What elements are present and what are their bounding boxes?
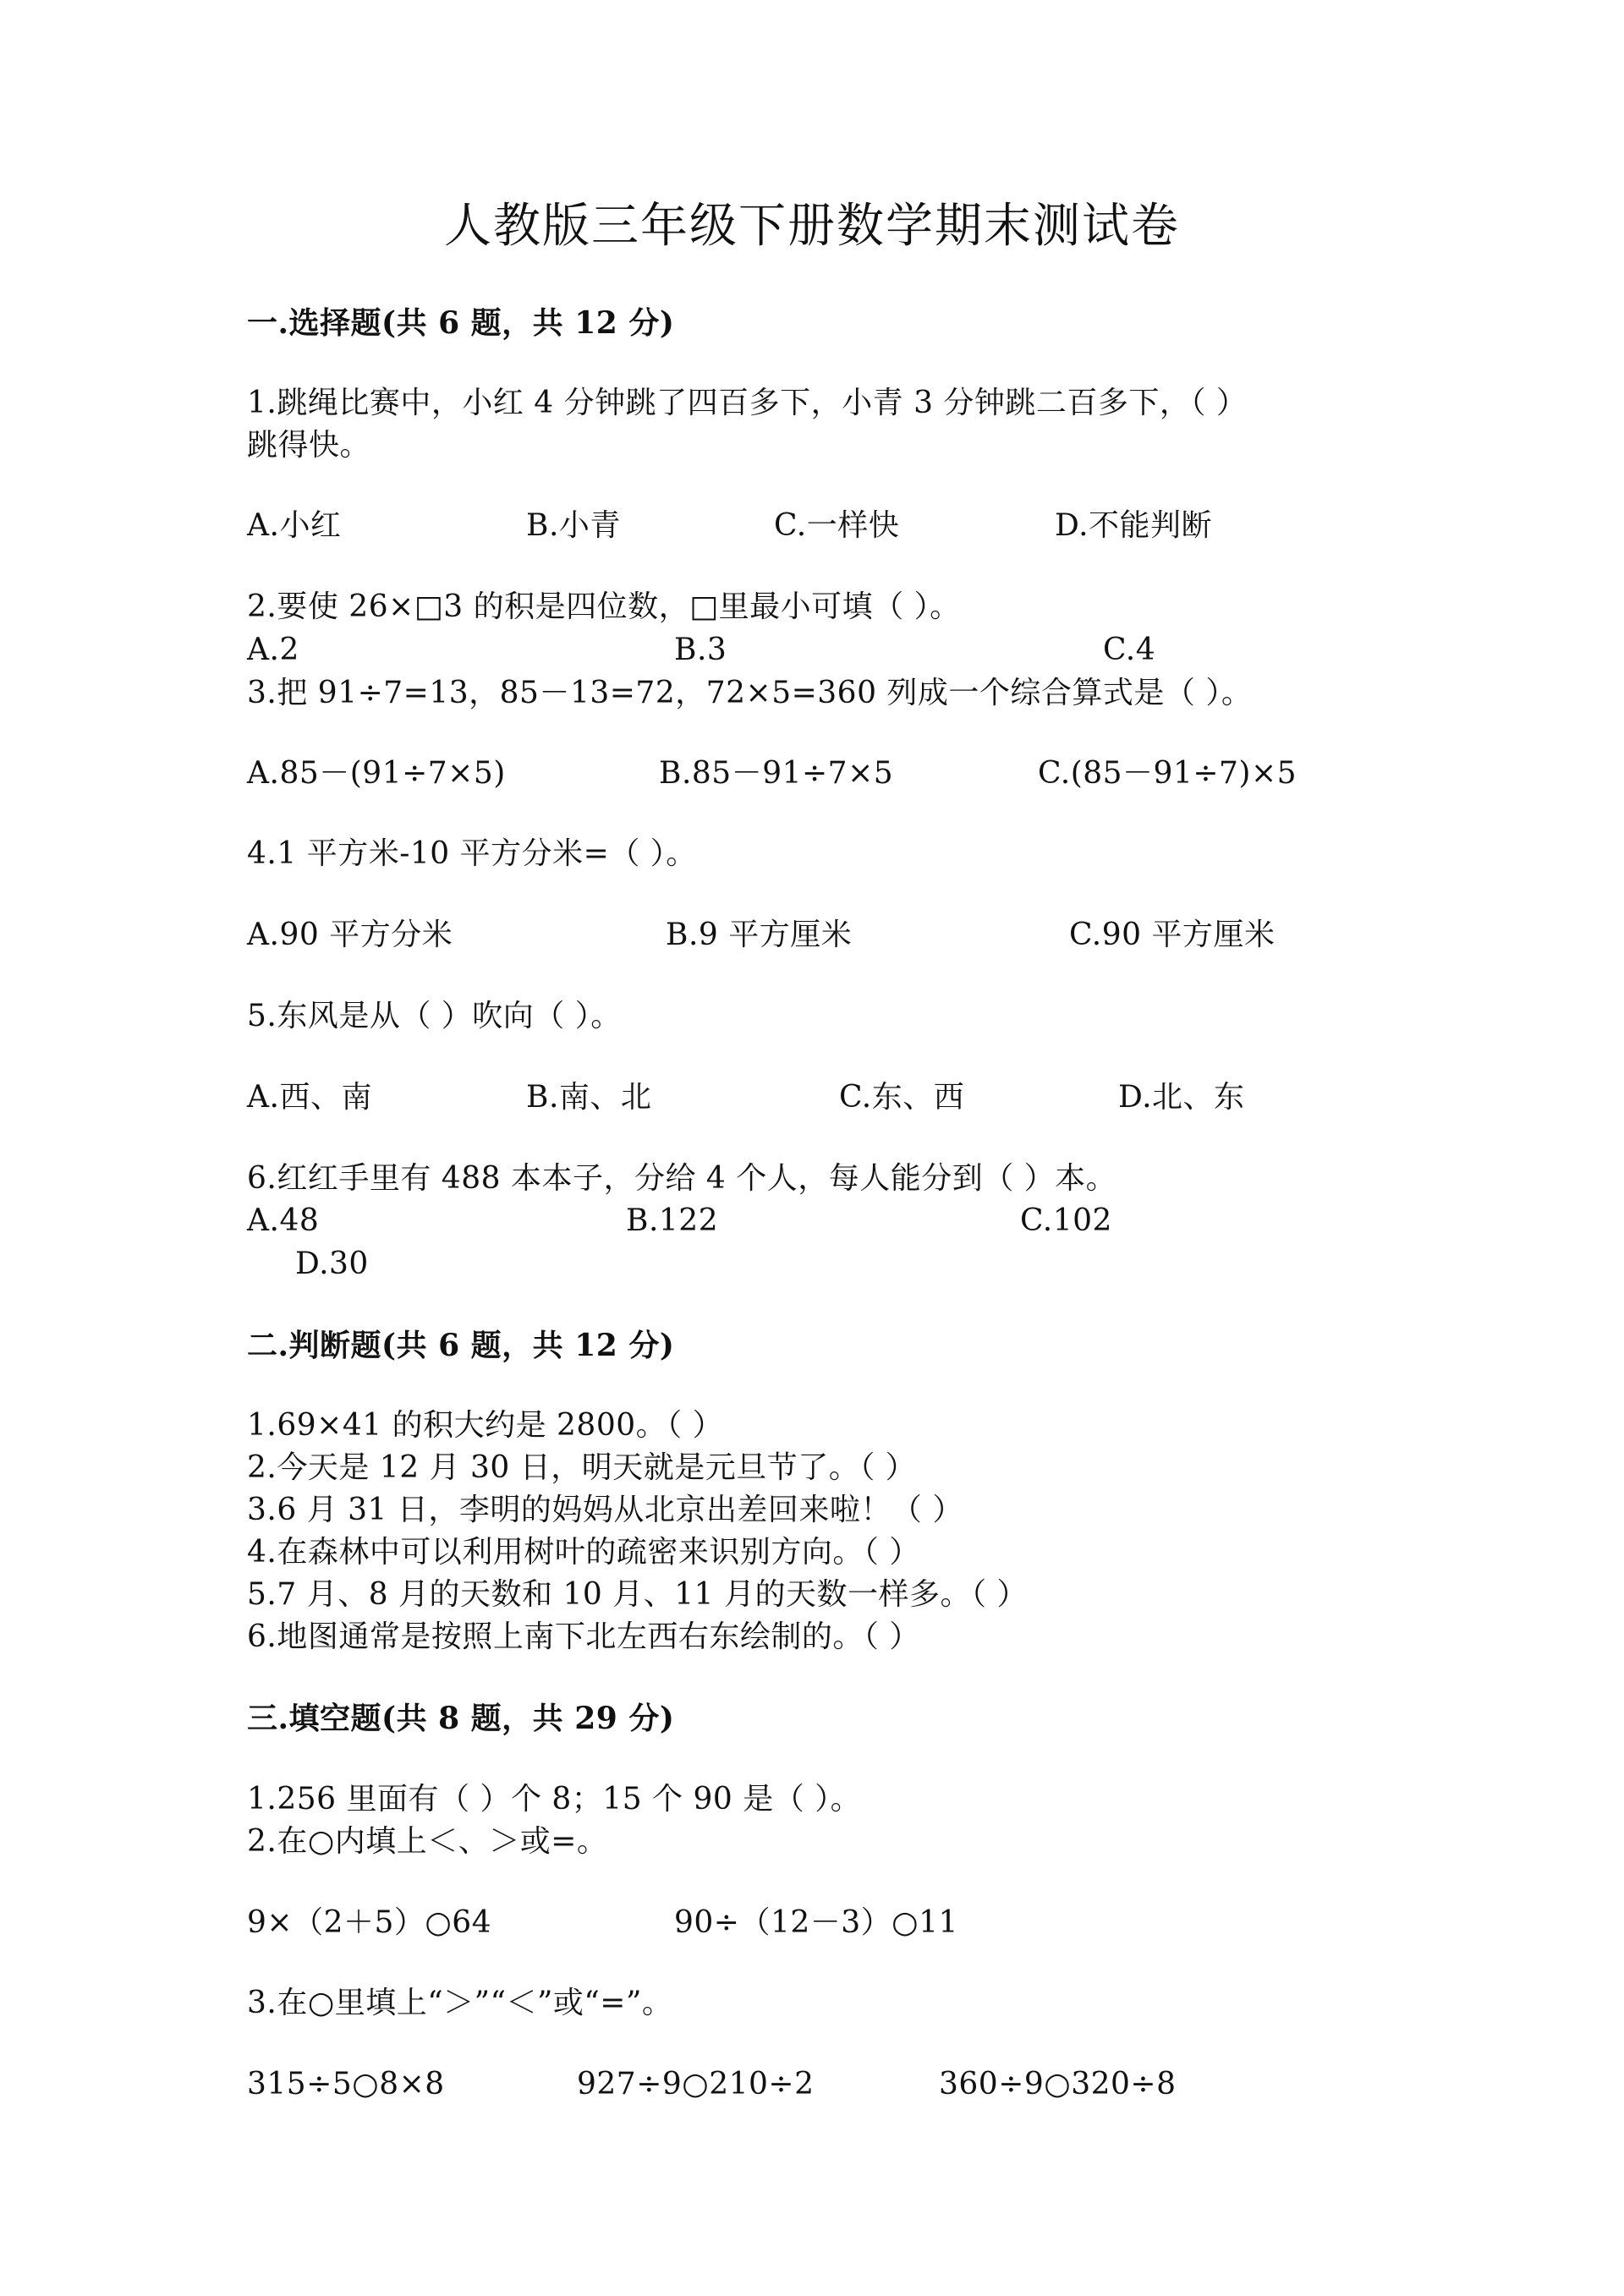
fill-item-3: 3.在○里填上“＞”“＜”或“=”。 — [247, 1986, 673, 2020]
question-2-stem: 2.要使 26×□3 的积是四位数，□里最小可填（ ）。 — [247, 589, 961, 624]
question-3-option-a: A.85－(91÷7×5) — [247, 756, 506, 791]
judge-item-6: 6.地图通常是按照上南下北左西右东绘制的。（ ） — [247, 1619, 920, 1654]
fill-item-2-expr-a: 9×（2＋5）○64 — [247, 1905, 492, 1940]
question-5-option-d: D.北、东 — [1118, 1080, 1245, 1115]
fill-item-1: 1.256 里面有（ ）个 8；15 个 90 是（ ）。 — [247, 1782, 862, 1817]
question-1-option-b: B.小青 — [526, 508, 621, 543]
question-2-option-c: C.4 — [1103, 633, 1156, 667]
question-1-stem: 1.跳绳比赛中，小红 4 分钟跳了四百多下，小青 3 分钟跳二百多下，（ ） — [247, 386, 1248, 420]
judge-item-1: 1.69×41 的积大约是 2800。（ ） — [247, 1408, 724, 1443]
page-title: 人教版三年级下册数学期末测试卷 — [444, 199, 1180, 254]
judge-item-3: 3.6 月 31 日，李明的妈妈从北京出差回来啦！（ ） — [247, 1493, 963, 1527]
fill-item-2-expr-b: 90÷（12－3）○11 — [674, 1905, 958, 1940]
question-1-option-a: A.小红 — [247, 508, 342, 543]
question-3-option-c: C.(85－91÷7)×5 — [1038, 756, 1298, 791]
question-1-stem-cont: 跳得快。 — [247, 428, 371, 463]
section-heading-judge: 二.判断题(共 6 题，共 12 分) — [247, 1328, 675, 1363]
question-1-option-c: C.一样快 — [774, 508, 900, 543]
question-5-stem: 5.东风是从（ ）吹向（ ）。 — [247, 999, 622, 1033]
question-3-stem: 3.把 91÷7=13，85－13=72，72×5=360 列成一个综合算式是（ ）。 — [247, 676, 1253, 710]
question-2-option-b: B.3 — [674, 633, 727, 667]
question-4-stem: 4.1 平方米-10 平方分米=（ ）。 — [247, 836, 697, 871]
question-4-option-a: A.90 平方分米 — [247, 918, 453, 952]
section-heading-fill: 三.填空题(共 8 题，共 29 分) — [247, 1701, 675, 1736]
section-heading-choice: 一.选择题(共 6 题，共 12 分) — [247, 305, 675, 341]
question-1-option-d: D.不能判断 — [1055, 508, 1213, 543]
judge-item-2: 2.今天是 12 月 30 日，明天就是元旦节了。（ ） — [247, 1450, 917, 1485]
question-6-option-a: A.48 — [247, 1203, 320, 1238]
judge-item-4: 4.在森林中可以利用树叶的疏密来识别方向。（ ） — [247, 1535, 920, 1570]
question-6-option-d: D.30 — [295, 1247, 369, 1281]
fill-item-2: 2.在○内填上＜、＞或=。 — [247, 1824, 608, 1859]
question-4-option-c: C.90 平方厘米 — [1069, 918, 1276, 952]
question-6-option-c: C.102 — [1020, 1203, 1112, 1238]
question-3-option-b: B.85－91÷7×5 — [659, 756, 894, 791]
question-6-stem: 6.红红手里有 488 本本子，分给 4 个人，每人能分到（ ）本。 — [247, 1161, 1117, 1196]
question-5-option-a: A.西、南 — [247, 1080, 372, 1115]
fill-item-3-expr-c: 360÷9○320÷8 — [939, 2067, 1177, 2101]
question-5-option-b: B.南、北 — [526, 1080, 652, 1115]
question-5-option-c: C.东、西 — [839, 1080, 965, 1115]
judge-item-5: 5.7 月、8 月的天数和 10 月、11 月的天数一样多。（ ） — [247, 1577, 1028, 1612]
question-2-option-a: A.2 — [247, 633, 299, 667]
fill-item-3-expr-b: 927÷9○210÷2 — [577, 2067, 815, 2101]
fill-item-3-expr-a: 315÷5○8×8 — [247, 2067, 445, 2101]
question-4-option-b: B.9 平方厘米 — [666, 918, 853, 952]
question-6-option-b: B.122 — [626, 1203, 719, 1238]
